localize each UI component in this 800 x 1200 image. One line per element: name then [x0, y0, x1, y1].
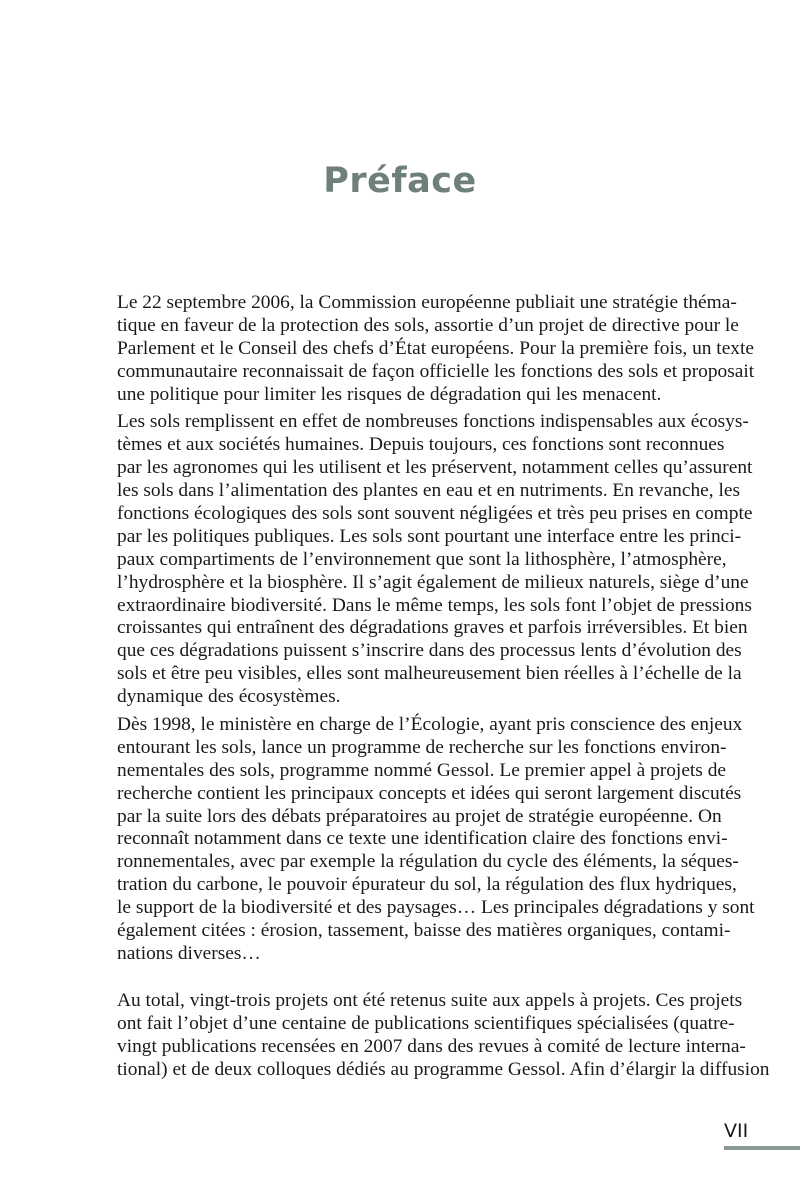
- text-line: ont fait l’objet d’une centaine de publications scientifiques spécialisées (quatre-: [117, 1012, 735, 1034]
- text-line: nations diverses…: [117, 942, 261, 964]
- text-line: le support de la biodiversité et des paysages… Les principales dégradations y sont: [117, 897, 755, 919]
- text-line: sols et être peu visibles, elles sont malheureusement bien réelles à l’échelle de la: [117, 663, 742, 685]
- text-line: tèmes et aux sociétés humaines. Depuis toujours, ces fonctions sont reconnues: [117, 434, 725, 456]
- page-number: VII: [724, 1120, 749, 1142]
- text-line: tration du carbone, le pouvoir épurateur du sol, la régulation des flux hydriques,: [117, 874, 737, 896]
- text-line: l’hydrosphère et la biosphère. Il s’agit également de milieux naturels, siège d’une: [117, 571, 749, 593]
- body-text: [117, 292, 770, 1086]
- paragraph-3: [117, 714, 755, 966]
- text-line: entourant les sols, lance un programme de recherche sur les fonctions environ-: [117, 736, 727, 758]
- text-line: par les agronomes qui les utilisent et les préservent, notamment celles qu’assurent: [117, 457, 753, 479]
- text-line: par la suite lors des débats préparatoires au projet de stratégie européenne. On: [117, 805, 722, 827]
- text-line: vingt publications recensées en 2007 dans des revues à comité de lecture interna-: [117, 1035, 746, 1057]
- text-line: tique en faveur de la protection des sols, assortie d’un projet de directive pour le: [117, 314, 739, 336]
- page-title: Préface: [323, 161, 477, 202]
- text-line: par les politiques publiques. Les sols sont pourtant une interface entre les princi-: [117, 525, 742, 547]
- text-line: recherche contient les principaux concepts et idées qui seront largement discutés: [117, 782, 742, 804]
- paragraph-2: [117, 411, 753, 709]
- text-line: également citées : érosion, tassement, baisse des matières organiques, contami-: [117, 920, 731, 942]
- text-line: ronnementales, avec par exemple la régulation du cycle des éléments, la séques-: [117, 851, 739, 873]
- text-line: dynamique des écosystèmes.: [117, 686, 341, 708]
- text-line: extraordinaire biodiversité. Dans le même temps, les sols font l’objet de pressions: [117, 594, 752, 616]
- text-line: communautaire reconnaissait de façon officielle les fonctions des sols et proposait: [117, 360, 755, 382]
- text-line: fonctions écologiques des sols sont souvent négligées et très peu prises en compte: [117, 503, 753, 525]
- text-line: Les sols remplissent en effet de nombreuses fonctions indispensables aux écosys-: [117, 411, 749, 433]
- text-line: paux compartiments de l’environnement que sont la lithosphère, l’atmosphère,: [117, 548, 727, 570]
- text-line: Dès 1998, le ministère en charge de l’Écologie, ayant pris conscience des enjeux: [117, 714, 743, 736]
- page-number-rule: [724, 1146, 800, 1150]
- paragraph-4: [117, 989, 770, 1082]
- paragraph-1: [117, 292, 755, 406]
- text-line: reconnaît notamment dans ce texte une identification claire des fonctions envi-: [117, 828, 728, 850]
- text-line: nementales des sols, programme nommé Gessol. Le premier appel à projets de: [117, 759, 727, 781]
- text-line: Le 22 septembre 2006, la Commission européenne publiait une stratégie théma-: [117, 292, 737, 313]
- text-line: les sols dans l’alimentation des plantes en eau et en nutriments. En revanche, les: [117, 480, 741, 502]
- text-line: Au total, vingt-trois projets ont été retenus suite aux appels à projets. Ces projets: [117, 989, 743, 1011]
- text-line: croissantes qui entraînent des dégradations graves et parfois irréversibles. Et bien: [117, 617, 748, 639]
- text-line: Parlement et le Conseil des chefs d’État européens. Pour la première fois, un texte: [117, 337, 754, 359]
- text-line: une politique pour limiter les risques de dégradation qui les menacent.: [117, 383, 662, 405]
- text-line: que ces dégradations puissent s’inscrire dans des processus lents d’évolution des: [117, 640, 742, 662]
- text-line: tional) et de deux colloques dédiés au programme Gessol. Afin d’élargir la diffusion: [117, 1058, 770, 1080]
